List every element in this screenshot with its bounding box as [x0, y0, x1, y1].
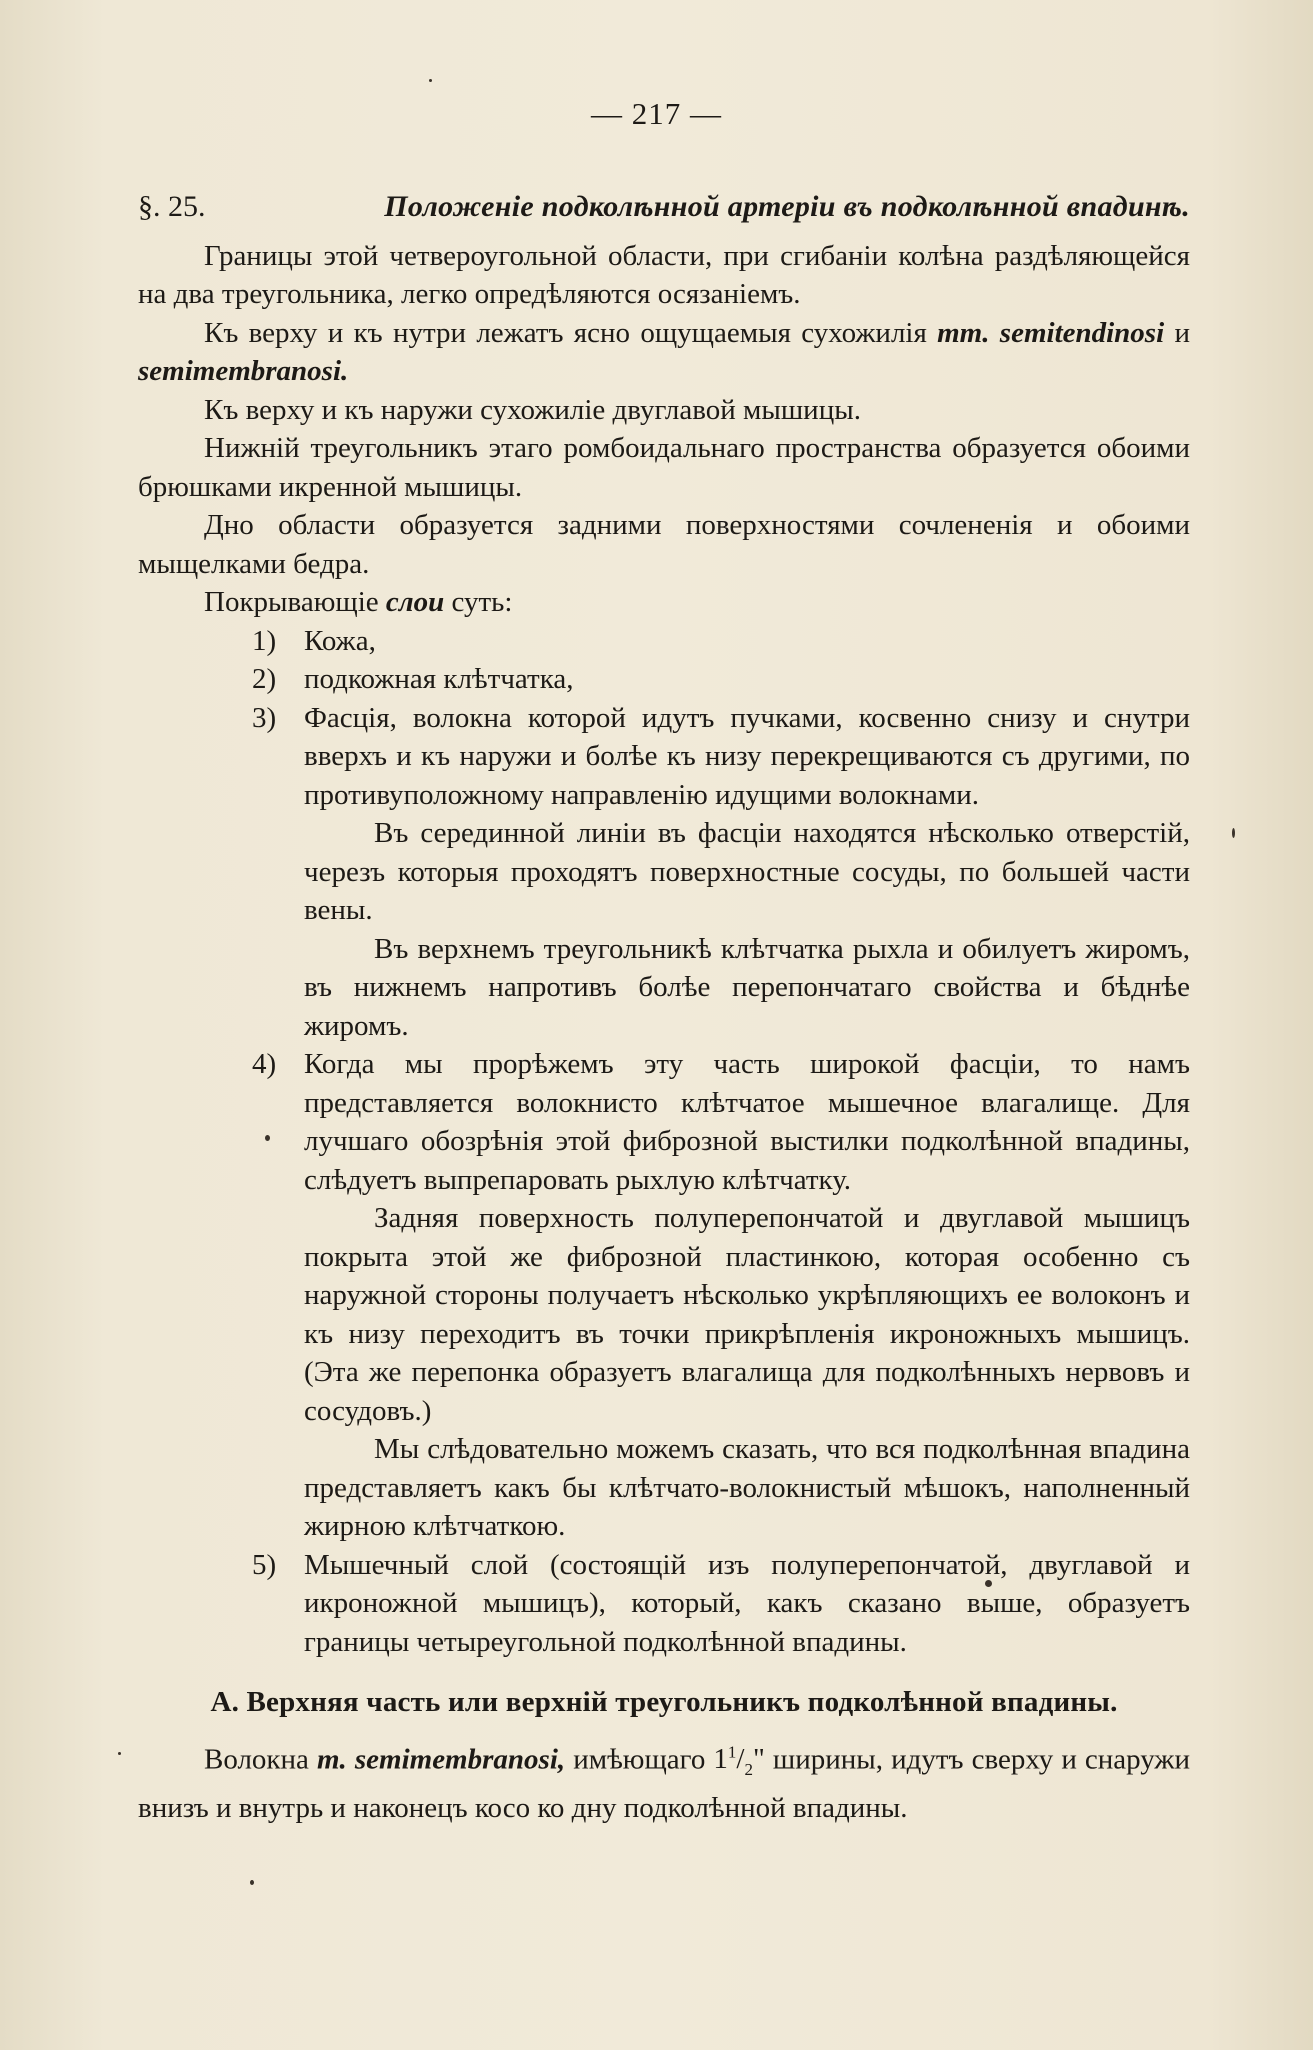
paragraph-layers-intro — [138, 583, 1190, 622]
latin-term: semimembranosi. — [138, 355, 349, 387]
text-run: Къ верху и къ нутри лежатъ ясно ощущаемыя сухожилія — [204, 316, 938, 349]
list-subparagraph: Мы слѣдовательно можемъ сказать, что вся подколѣнная впадина представляетъ какъ бы клѣтчато-волокнистый мѣшокъ, наполненный жирною клѣтчаткою. — [304, 1433, 1190, 1542]
ink-speck — [250, 1880, 254, 1885]
ink-speck — [985, 1580, 992, 1587]
list-text: Фасція, волокна которой идутъ пучками, косвенно снизу и снутри вверхъ и къ наружи и болѣе къ низу перекрещиваются съ другими, по противуположному направленію идущими волокнами. — [304, 701, 1190, 811]
list-text: подкожная клѣтчатка, — [304, 663, 574, 695]
text-run: ширины, идутъ сверху и снаружи внизъ и внутрь и наконецъ косо ко дну подколѣнной впадины. — [138, 1743, 1190, 1825]
paragraph-boundaries: Границы этой четвероугольной области, при сгибаніи колѣна раздѣляющейся на два треугольника, легко опредѣляются осязаніемъ. — [138, 239, 1190, 310]
layers-list — [138, 622, 1190, 1662]
fraction-denominator: 2 — [744, 1759, 753, 1779]
list-item — [138, 1546, 1190, 1662]
text-run: и — [1164, 316, 1190, 349]
page-body — [138, 188, 1190, 1828]
section-heading — [138, 188, 1190, 227]
emphasis-term: слои — [385, 586, 445, 618]
list-item — [138, 699, 1190, 1046]
paragraph-floor: Дно области образуется задними поверхностями сочлененія и обоими мыщелками бедра. — [138, 509, 1190, 580]
latin-term: m. semimembranosi, — [316, 1743, 566, 1776]
list-subparagraph: Задняя поверхность полуперепончатой и двуглавой мышицъ покрыта этой же фиброзной пластинкою, которая особенно съ наружной стороны получаетъ нѣсколько укрѣпляющихъ ее волоконъ и къ низу переходитъ въ точки прикрѣпленія икроножныхъ мышицъ. (Эта же перепонка образуетъ влагалища для подколѣнныхъ нервовъ и сосудовъ.) — [304, 1202, 1190, 1427]
width-fraction: $1^1/_2$" — [713, 1742, 765, 1779]
list-number: 2) — [252, 663, 277, 695]
list-subparagraph: Въ верхнемъ треугольникѣ клѣтчатка рыхла и обилуетъ жиромъ, въ нижнемъ напротивъ болѣе перепончатаго свойства и бѣднѣе жиромъ. — [304, 932, 1190, 1042]
ink-speck — [1232, 828, 1235, 838]
paragraph-upper-outer: Къ верху и къ наружи сухожиліе двуглавой мышицы. — [204, 393, 861, 426]
fraction-whole: 1 — [713, 1743, 728, 1776]
inch-mark: " — [752, 1743, 765, 1776]
text-run: имѣющаго — [565, 1743, 714, 1776]
list-number: 4) — [252, 1048, 277, 1080]
list-item — [138, 622, 1190, 661]
list-number: 1) — [252, 624, 277, 657]
text-run: суть: — [444, 586, 513, 618]
section-title: Положеніе подколѣнной артеріи въ подколѣнной впадинѣ. — [384, 190, 1190, 223]
text-run: Волокна — [204, 1743, 317, 1776]
ink-speck — [118, 1752, 121, 1755]
paragraph-upper-inner — [138, 314, 1190, 391]
list-text: Когда мы прорѣжемъ эту часть широкой фасціи, то намъ представляется волокнисто клѣтчатое мышечное влагалище. Для лучшаго обозрѣнія этой фиброзной выстилки подколѣнной впадины, слѣдуетъ выпрепаровать рыхлую клѣтчатку. — [304, 1048, 1190, 1196]
list-text: Мышечный слой (состоящій изъ полуперепончатой, двуглавой и икроножной мышицъ), который, какъ сказано выше, образуетъ границы четыреугольной подколѣнной впадины. — [304, 1548, 1190, 1658]
text-run: Покрывающіе — [204, 586, 386, 618]
list-number: 3) — [252, 701, 277, 734]
list-item — [138, 660, 1190, 699]
paragraph-lower-triangle: Нижній треугольникъ этаго ромбоидальнаго пространства образуется обоими брюшками икренной мышицы. — [138, 432, 1190, 503]
paragraph-semimembranosus — [138, 1734, 1190, 1828]
list-subparagraph: Въ серединной линіи въ фасціи находятся нѣсколько отверстій, черезъ которыя проходятъ поверхностные сосуды, по большей части вены. — [304, 817, 1190, 926]
list-text: Кожа, — [304, 624, 376, 657]
ink-speck — [429, 79, 432, 82]
fraction-numerator: 1 — [727, 1742, 737, 1762]
list-item — [138, 1045, 1190, 1546]
subsection-heading: A. Верхняя часть или верхній треугольникъ подколѣнной впадины. — [210, 1686, 1118, 1718]
section-number: §. 25. — [138, 190, 206, 223]
page-number: — 217 — — [591, 96, 722, 131]
latin-term: mm. semitendinosi — [937, 316, 1165, 349]
list-number: 5) — [252, 1548, 277, 1581]
ink-speck — [265, 1135, 270, 1141]
